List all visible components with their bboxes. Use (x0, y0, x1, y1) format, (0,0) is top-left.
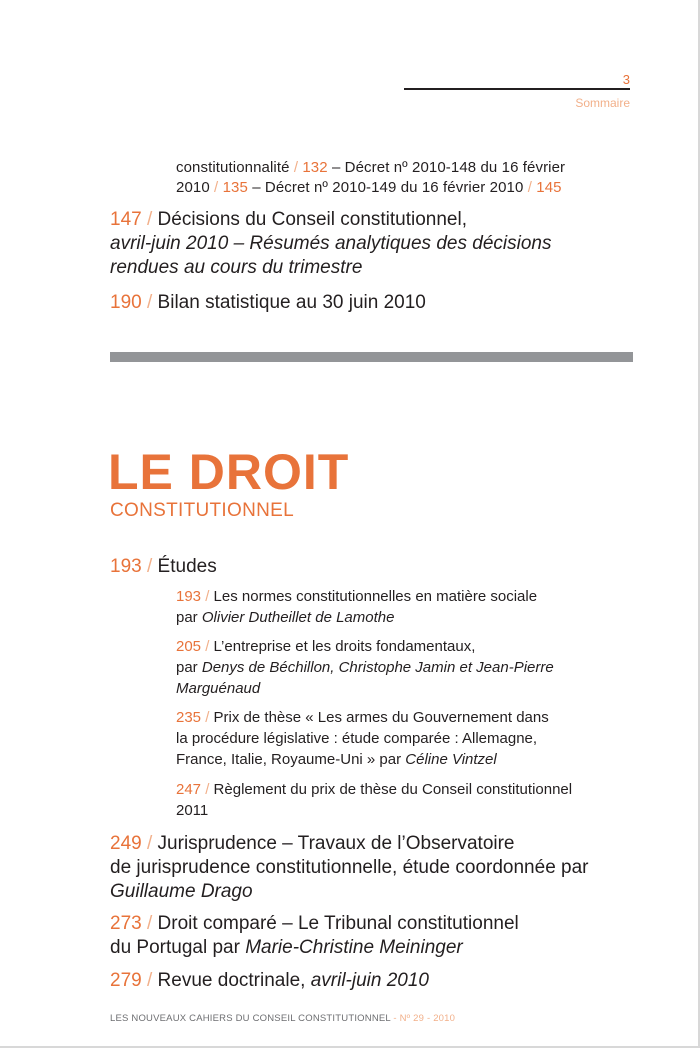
toc-continuation-line-1: constitutionnalité / 132 – Décret nº 2010-148 du 16 février (176, 159, 566, 176)
header-section-label: Sommaire (575, 96, 630, 110)
toc-entry-249: 249 / Jurisprudence – Travaux de l’Observatoire de jurisprudence constitutionnelle, étude coordonnée par Guillaume Drago (110, 832, 650, 904)
toc-subentry-235: 235 / Prix de thèse « Les armes du Gouvernement dans la procédure législative : étude comparée : Allemagne, France, Italie, Royaume-Uni » par Céline Vintzel (176, 707, 646, 770)
entry-title: Droit comparé – Le Tribunal constitutionnel (157, 913, 519, 934)
entry-title: du Portugal par (110, 937, 240, 958)
page-ref: 247 (176, 781, 202, 798)
entry-title: Les normes constitutionnelles en matière sociale (213, 588, 538, 605)
entry-author: Olivier Dutheillet de Lamothe (201, 609, 395, 626)
entry-title: Revue doctrinale, (157, 970, 306, 991)
page-ref: 273 (110, 913, 142, 934)
toc-subentry-205: 205 / L’entreprise et les droits fondamentaux, par Denys de Béchillon, Christophe Jamin et Jean-Pierre Marguénaud (176, 636, 646, 699)
entry-author: Céline Vintzel (405, 751, 497, 768)
footer-journal: LES NOUVEAUX CAHIERS DU CONSEIL CONSTITUTIONNEL (110, 1013, 391, 1024)
toc-entry-147: 147 / Décisions du Conseil constitutionnel, avril-juin 2010 – Résumés analytiques des décisions rendues au cours du trimestre (110, 208, 650, 280)
entry-title: Études (157, 556, 217, 577)
entry-title: Prix de thèse « Les armes du Gouvernement dans (213, 709, 549, 726)
entry-title: France, Italie, Royaume-Uni » par (176, 751, 402, 768)
entry-title: Décisions du Conseil constitutionnel, (157, 209, 467, 230)
page-ref: 190 (110, 292, 142, 313)
page-ref: 193 (110, 556, 142, 577)
entry-title: la procédure législative : étude comparée : Allemagne, (176, 730, 538, 747)
entry-title: L’entreprise et les droits fondamentaux, (213, 638, 476, 655)
toc-entry-193: 193 / Études (110, 556, 217, 577)
entry-subtitle: avril-juin 2010 – Résumés analytiques des décisions (110, 233, 552, 254)
entry-title: Jurisprudence – Travaux de l’Observatoire (157, 833, 515, 854)
section-title: LE DROIT (108, 444, 350, 500)
page-ref: 235 (176, 709, 202, 726)
entry-title: Bilan statistique au 30 juin 2010 (157, 292, 426, 313)
entry-author: Denys de Béchillon, Christophe Jamin et Jean-Pierre (201, 659, 554, 676)
page-ref: 132 (302, 159, 328, 176)
toc-entry-190: 190 / Bilan statistique au 30 juin 2010 (110, 292, 426, 313)
entry-author: Marguénaud (176, 680, 261, 697)
page-number: 3 (622, 72, 630, 87)
page-footer (110, 1013, 610, 1025)
toc-entry-273: 273 / Droit comparé – Le Tribunal constitutionnel du Portugal par Marie-Christine Meininger (110, 913, 519, 958)
page-ref: 147 (110, 209, 142, 230)
toc-subentry-247: 247 / Règlement du prix de thèse du Conseil constitutionnel 2011 (176, 779, 646, 821)
entry-author: Marie-Christine Meininger (245, 937, 463, 958)
toc-subentry-193: 193 / Les normes constitutionnelles en matière sociale par Olivier Dutheillet de Lamothe (176, 588, 538, 626)
entry-title: de jurisprudence constitutionnelle, étude coordonnée par (110, 857, 589, 878)
page-ref: 249 (110, 833, 142, 854)
page-ref: 135 (222, 179, 248, 196)
header-rule (404, 88, 630, 90)
footer-issue: - Nº 29 - 2010 (393, 1013, 456, 1024)
entry-title: 2011 (176, 802, 209, 819)
entry-author: Guillaume Drago (110, 881, 253, 902)
toc-continuation-line-2: 2010 / 135 – Décret nº 2010-149 du 16 février 2010 / 145 (176, 179, 562, 196)
toc-continuation (176, 158, 646, 198)
toc-entry-279: 279 / Revue doctrinale, avril-juin 2010 (110, 970, 429, 991)
page-ref: 205 (176, 638, 202, 655)
page-ref: 193 (176, 588, 202, 605)
page-ref: 279 (110, 970, 142, 991)
entry-title: Règlement du prix de thèse du Conseil constitutionnel (213, 781, 573, 798)
entry-title-italic: avril-juin 2010 (310, 970, 429, 991)
section-subtitle: CONSTITUTIONNEL (110, 500, 294, 521)
section-divider-bar (110, 352, 633, 362)
entry-subtitle: rendues au cours du trimestre (110, 257, 363, 278)
page-ref: 145 (536, 179, 562, 196)
